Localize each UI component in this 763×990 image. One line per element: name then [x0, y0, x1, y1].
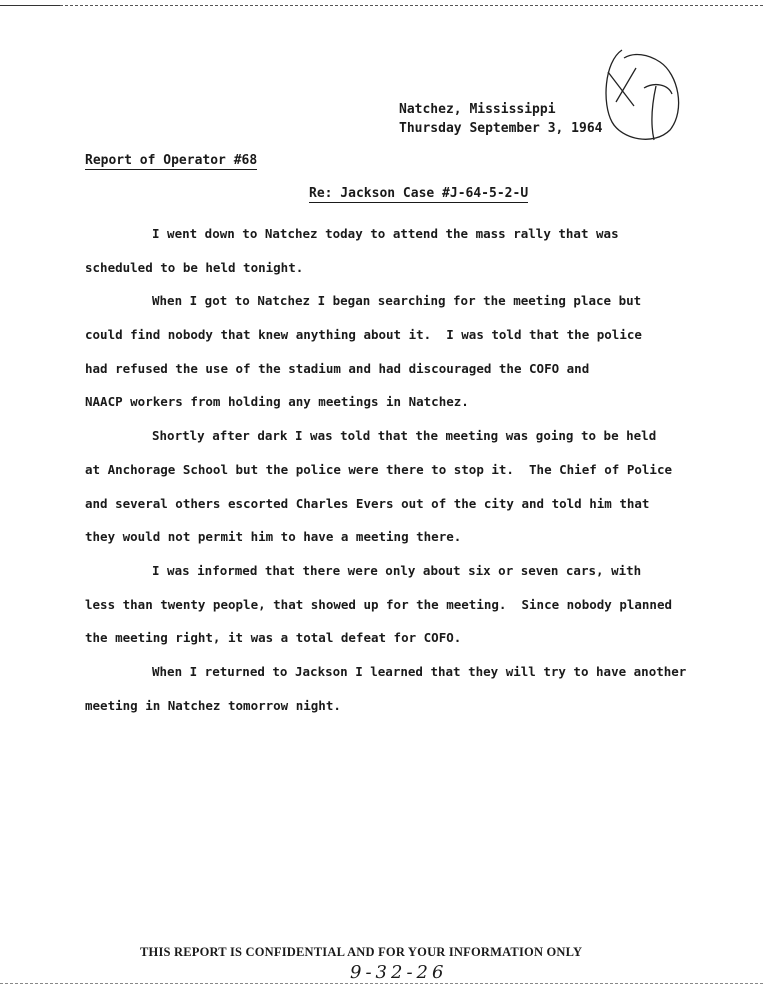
dateline [399, 100, 603, 138]
operator-heading: Report of Operator #68 [85, 153, 258, 168]
body-line: the meeting right, it was a total defeat for COFO. [85, 630, 462, 646]
body-line: When I got to Natchez I began searching for the meeting place but [152, 293, 642, 309]
handwritten-circle-mark [594, 44, 684, 154]
body-line: Shortly after dark I was told that the meeting was going to be held [152, 428, 657, 444]
body-line: I went down to Natchez today to attend the mass rally that was [152, 226, 619, 241]
body-line: could find nobody that knew anything about it. I was told that the police [85, 327, 642, 343]
body-line: meeting in Natchez tomorrow night. [85, 697, 341, 713]
report-body [85, 217, 690, 722]
handwritten-file-number: 9-32-26 [350, 962, 448, 983]
body-line: I was informed that there were only about six or seven cars, with [152, 562, 642, 578]
dateline-place: Natchez, Mississippi [399, 102, 556, 117]
dateline-date: Thursday September 3, 1964 [399, 121, 603, 136]
body-line: NAACP workers from holding any meetings in Natchez. [85, 394, 469, 410]
confidential-notice: THIS REPORT IS CONFIDENTIAL AND FOR YOUR INFORMATION ONLY [140, 945, 583, 959]
body-line: scheduled to be held tonight. [85, 259, 304, 275]
case-reference: Re: Jackson Case #J-64-5-2-U [309, 186, 529, 201]
top-edge-rule [0, 5, 763, 6]
body-line: they would not permit him to have a meeting there. [85, 529, 462, 545]
body-line: less than twenty people, that showed up for the meeting. Since nobody planned [85, 596, 672, 612]
body-line: had refused the use of the stadium and had discouraged the COFO and [85, 360, 590, 376]
top-edge-rule-solid [0, 5, 60, 6]
bottom-edge-rule [0, 983, 763, 984]
body-line: at Anchorage School but the police were there to stop it. The Chief of Police [85, 461, 672, 477]
body-line: and several others escorted Charles Evers out of the city and told him that [85, 495, 650, 511]
body-line: When I returned to Jackson I learned that they will try to have another [152, 663, 687, 679]
